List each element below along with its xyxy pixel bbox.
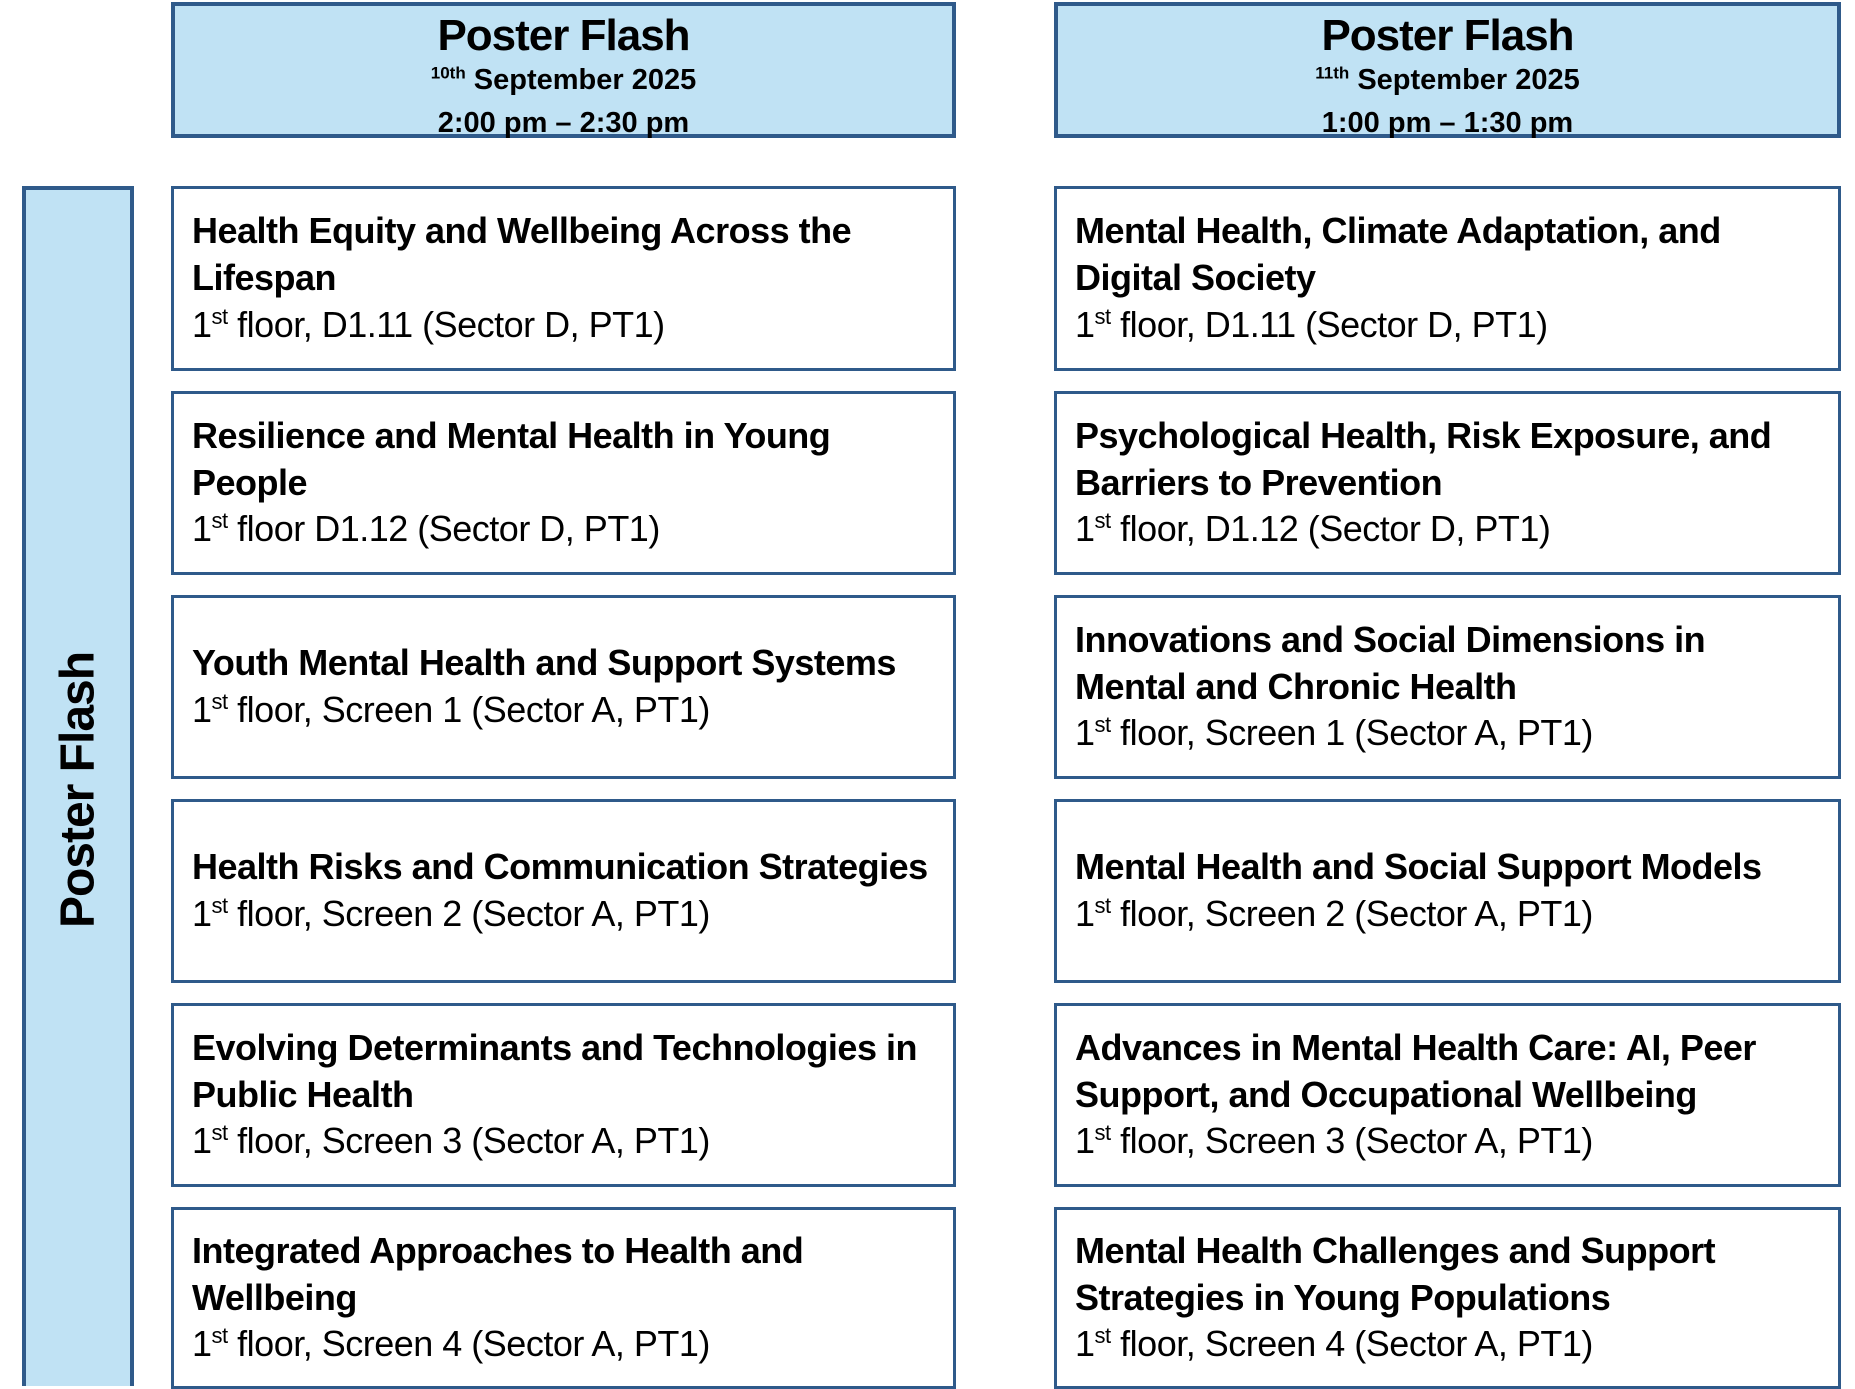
floor-number: 1: [192, 1323, 212, 1365]
side-label-bar: [22, 186, 134, 1386]
floor-ordinal: st: [211, 689, 228, 714]
floor-ordinal: st: [211, 303, 228, 329]
floor-ordinal: st: [211, 893, 228, 918]
session-title: Evolving Determinants and Technologies in Public Health: [192, 1026, 917, 1115]
session-card: [171, 391, 956, 575]
session-title: Innovations and Social Dimensions in Mental and Chronic Health: [1075, 618, 1706, 707]
session-title: Mental Health and Social Support Models: [1075, 846, 1762, 888]
location-text: floor, Screen 2 (Sector A, PT1): [1120, 893, 1593, 934]
session-location: [192, 687, 935, 734]
session-location: [1075, 1118, 1820, 1165]
floor-number: 1: [192, 1120, 212, 1162]
session-card: [171, 1207, 956, 1389]
floor-ordinal: st: [1094, 893, 1111, 918]
session-location: [192, 302, 935, 349]
session-title: Advances in Mental Health Care: AI, Peer Support, and Occupational Wellbeing: [1075, 1026, 1756, 1115]
day1-header-title: Poster Flash: [437, 11, 690, 60]
day2-header-date: [1058, 62, 1837, 98]
floor-number: 1: [1075, 303, 1095, 345]
session-location: [1075, 891, 1820, 938]
session-title: Health Risks and Communication Strategies: [192, 846, 928, 888]
day1-date-month: September 2025: [473, 64, 697, 97]
session-location: [1075, 302, 1820, 349]
session-location: [192, 1118, 935, 1165]
session-card: [171, 186, 956, 371]
session-card: [171, 1003, 956, 1187]
day1-header-time: 2:00 pm – 2:30 pm: [437, 106, 690, 139]
floor-ordinal: st: [1094, 1120, 1111, 1146]
day2-header-time: 1:00 pm – 1:30 pm: [1321, 106, 1574, 139]
session-title: Mental Health, Climate Adaptation, and Digital Society: [1075, 210, 1721, 299]
session-card: [1054, 799, 1841, 983]
session-card: [1054, 595, 1841, 779]
floor-ordinal: st: [211, 1120, 228, 1146]
session-card: [171, 595, 956, 779]
side-label-text: Poster Flash: [51, 651, 105, 929]
location-text: floor, Screen 1 (Sector A, PT1): [1120, 712, 1593, 754]
session-location: [192, 506, 935, 553]
floor-number: 1: [192, 893, 212, 934]
session-card: [1054, 186, 1841, 371]
session-card: [171, 799, 956, 983]
location-text: floor, D1.11 (Sector D, PT1): [1120, 303, 1548, 345]
floor-number: 1: [192, 508, 212, 550]
session-title: Youth Mental Health and Support Systems: [192, 642, 896, 684]
day2-date-month: September 2025: [1357, 64, 1580, 97]
session-location: [1075, 1321, 1820, 1368]
day2-header: [1054, 2, 1841, 138]
day2-date-number: 11th: [1315, 63, 1350, 83]
session-location: [1075, 506, 1820, 553]
session-location: [192, 891, 935, 938]
location-text: floor, Screen 2 (Sector A, PT1): [237, 893, 710, 934]
location-text: floor, Screen 4 (Sector A, PT1): [237, 1323, 710, 1365]
floor-number: 1: [192, 689, 212, 730]
floor-number: 1: [1075, 893, 1095, 934]
location-text: floor, Screen 4 (Sector A, PT1): [1120, 1323, 1593, 1365]
floor-number: 1: [1075, 1323, 1095, 1365]
session-card: [1054, 1003, 1841, 1187]
floor-number: 1: [192, 303, 212, 345]
day1-header: [171, 2, 956, 138]
floor-number: 1: [1075, 712, 1095, 754]
location-text: floor D1.12 (Sector D, PT1): [237, 508, 660, 550]
session-location: [192, 1321, 935, 1368]
session-title: Mental Health Challenges and Support Strategies in Young Populations: [1075, 1229, 1716, 1318]
session-title: Resilience and Mental Health in Young People: [192, 414, 831, 503]
day1-header-date: [175, 62, 952, 98]
location-text: floor, D1.11 (Sector D, PT1): [237, 303, 665, 345]
location-text: floor, Screen 3 (Sector A, PT1): [1120, 1120, 1593, 1162]
session-title: Psychological Health, Risk Exposure, and Barriers to Prevention: [1075, 414, 1772, 503]
floor-ordinal: st: [1094, 1323, 1111, 1349]
floor-number: 1: [1075, 1120, 1095, 1162]
location-text: floor, Screen 1 (Sector A, PT1): [237, 689, 710, 730]
session-location: [1075, 710, 1820, 757]
session-card: [1054, 1207, 1841, 1389]
location-text: floor, D1.12 (Sector D, PT1): [1120, 508, 1551, 550]
floor-ordinal: st: [211, 1323, 228, 1349]
floor-number: 1: [1075, 508, 1095, 550]
floor-ordinal: st: [211, 508, 228, 534]
location-text: floor, Screen 3 (Sector A, PT1): [237, 1120, 710, 1162]
floor-ordinal: st: [1094, 712, 1111, 738]
day1-date-number: 10th: [430, 63, 466, 83]
session-title: Health Equity and Wellbeing Across the Lifespan: [192, 210, 852, 299]
session-card: [1054, 391, 1841, 575]
floor-ordinal: st: [1094, 303, 1111, 329]
day2-header-title: Poster Flash: [1321, 11, 1574, 60]
session-title: Integrated Approaches to Health and Wellbeing: [192, 1229, 804, 1318]
floor-ordinal: st: [1094, 508, 1111, 534]
